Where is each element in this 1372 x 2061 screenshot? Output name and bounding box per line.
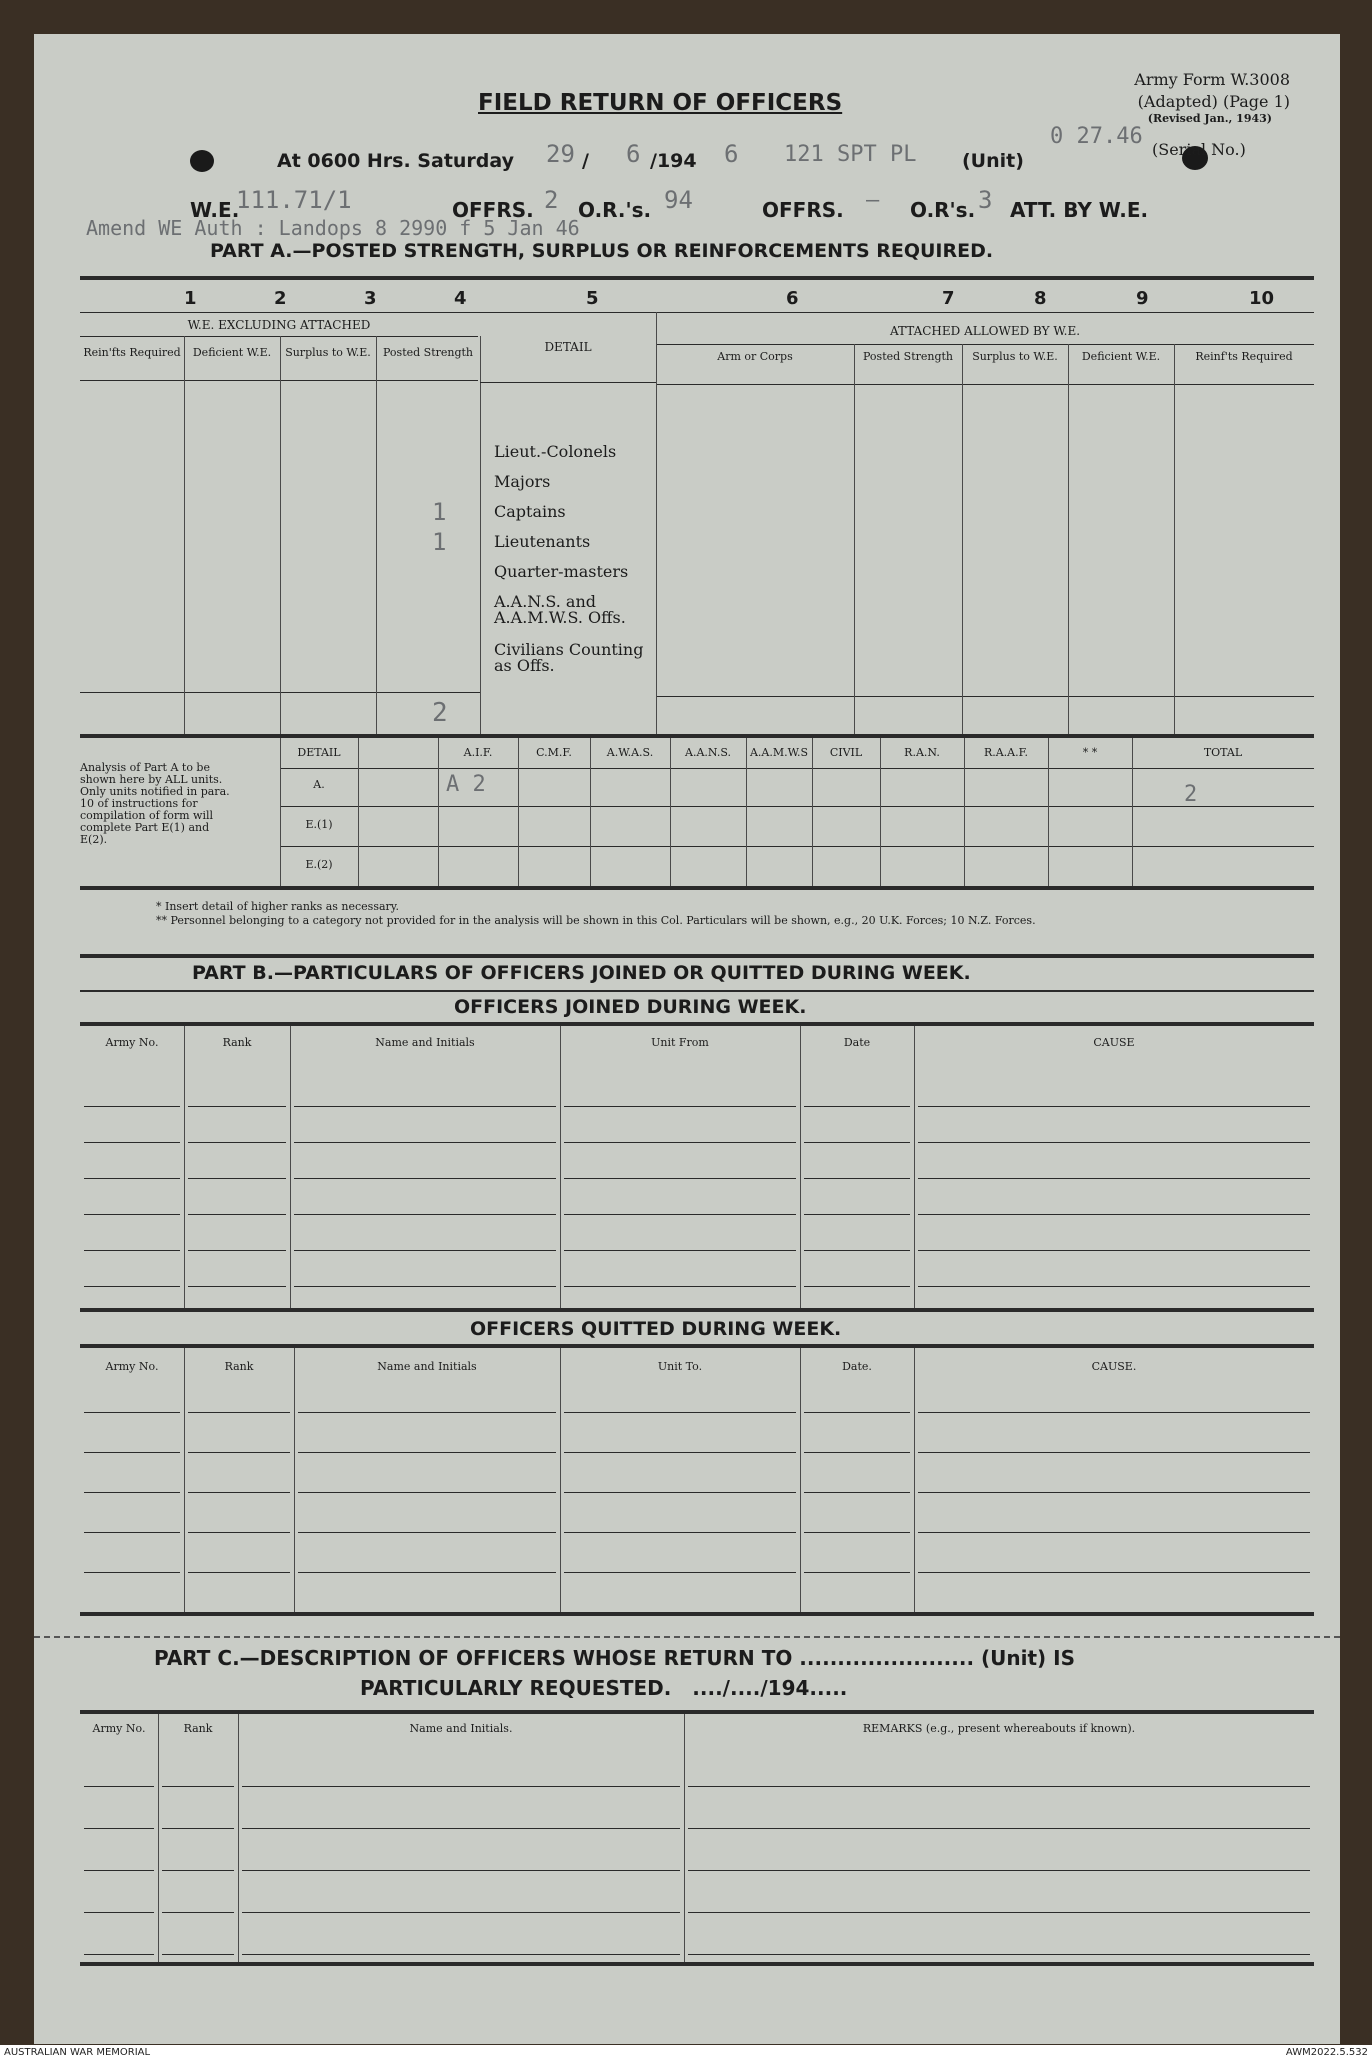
analysis-row-label: A. [313, 778, 325, 791]
ors-handwritten: 94 [664, 186, 693, 214]
analysis-rule [280, 768, 1314, 769]
detail-header: DETAIL [544, 340, 592, 354]
adapted-label: (Adapted) (Page 1) [1137, 92, 1290, 111]
army-form-number: Army Form W.3008 [1134, 70, 1290, 89]
left-header: Surplus to W.E. [285, 346, 371, 359]
table-header: Rank [224, 1360, 254, 1373]
posted-captains: 1 [432, 498, 447, 526]
table-row-rule [918, 1572, 1310, 1573]
table-header: Name and Initials. [409, 1722, 513, 1735]
table-row-rule [804, 1178, 910, 1179]
att-label: ATT. BY W.E. [1010, 198, 1149, 222]
archive-footer [0, 2045, 1372, 2061]
analysis-header: DETAIL [297, 746, 341, 759]
table-header: Army No. [92, 1722, 146, 1735]
date-sep1: / [582, 150, 589, 172]
table-row-rule [188, 1492, 290, 1493]
table-row-rule [804, 1214, 910, 1215]
analysis-column-rule [880, 738, 881, 886]
table-row-rule [84, 1572, 180, 1573]
date-year: 6 [724, 140, 739, 168]
table-row-rule [564, 1572, 796, 1573]
table-header: Unit To. [657, 1360, 703, 1373]
table-row-rule [804, 1452, 910, 1453]
table-header: Unit From [651, 1036, 709, 1049]
table-row-rule [84, 1786, 154, 1787]
unit-label: (Unit) [962, 150, 1024, 172]
at-line-label: At 0600 Hrs. Saturday [277, 150, 515, 172]
quitted-title: OFFICERS QUITTED DURING WEEK. [470, 1318, 842, 1340]
analysis-header: R.A.A.F. [983, 746, 1029, 759]
analysis-column-rule [1048, 738, 1049, 886]
table-row-rule [294, 1142, 556, 1143]
table-row-rule [804, 1250, 910, 1251]
table-row-rule [918, 1412, 1310, 1413]
table-row-rule [188, 1250, 286, 1251]
table-row-rule [564, 1492, 796, 1493]
analysis-header: CIVIL [829, 746, 863, 759]
table-header: Rank [222, 1036, 252, 1049]
table-row-rule [188, 1286, 286, 1287]
analysis-row-label: E.(1) [305, 818, 333, 831]
table-row-rule [564, 1412, 796, 1413]
column-rule [962, 344, 963, 734]
table-column-rule [184, 1026, 185, 1308]
ors-label: O.R.'s. [578, 198, 652, 222]
table-column-rule [294, 1348, 295, 1612]
form-page [34, 34, 1340, 2044]
table-header: Army No. [105, 1360, 159, 1373]
date-month: 6 [626, 140, 641, 168]
table-column-rule [800, 1348, 801, 1612]
table-row-rule [84, 1954, 154, 1955]
table-row-rule [918, 1142, 1310, 1143]
table-row-rule [564, 1214, 796, 1215]
archive-ref: AWM2022.5.532 [1285, 2047, 1368, 2058]
table-row-rule [242, 1828, 680, 1829]
analysis-total-value: 2 [1184, 782, 1198, 807]
rank-label: Lieut.-Colonels [494, 442, 617, 461]
we-handwritten: 111.71/1 [236, 186, 352, 214]
table-row-rule [564, 1106, 796, 1107]
analysis-rule [280, 846, 1314, 847]
column-rule [184, 336, 185, 734]
column-rule [280, 336, 281, 734]
analysis-aif-value: A 2 [446, 772, 486, 797]
table-header: REMARKS (e.g., present whereabouts if known). [862, 1722, 1136, 1735]
column-number: 2 [274, 288, 287, 309]
table-row-rule [804, 1142, 910, 1143]
table-column-rule [560, 1348, 561, 1612]
date-year-prefix: /194 [650, 150, 697, 172]
right-header: Surplus to W.E. [972, 350, 1058, 363]
part-a-title: PART A.—POSTED STRENGTH, SURPLUS OR REINFORCEMENTS REQUIRED. [210, 240, 994, 262]
analysis-column-rule [812, 738, 813, 886]
analysis-header: A.W.A.S. [606, 746, 654, 759]
analysis-rule [280, 806, 1314, 807]
table-column-rule [914, 1026, 915, 1308]
left-header: Posted Strength [382, 346, 474, 359]
we-label: W.E. [190, 198, 240, 222]
table-row-rule [84, 1870, 154, 1871]
table-row-rule [918, 1178, 1310, 1179]
offrs2-label: OFFRS. [762, 198, 844, 222]
table-row-rule [298, 1492, 556, 1493]
table-row-rule [294, 1250, 556, 1251]
table-row-rule [84, 1286, 180, 1287]
table-row-rule [162, 1954, 234, 1955]
rank-label: Majors [494, 472, 551, 491]
rank-label: A.A.N.S. and A.A.M.W.S. Offs. [494, 592, 626, 627]
table-row-rule [294, 1214, 556, 1215]
analysis-row-label: E.(2) [305, 858, 333, 871]
revised-label: (Revised Jan., 1943) [1147, 112, 1272, 125]
table-row-rule [162, 1828, 234, 1829]
right-header: Reinf'ts Required [1195, 350, 1293, 363]
table-row-rule [298, 1452, 556, 1453]
footnote-2: ** Personnel belonging to a category not provided for in the analysis will be shown in this Col. Particulars will be shown, e.g., 20 U.K. Forces; 10 N.Z. Forces. [156, 914, 1036, 927]
table-row-rule [84, 1214, 180, 1215]
posted-lieutenants: 1 [432, 528, 447, 556]
table-row-rule [294, 1106, 556, 1107]
table-row-rule [918, 1214, 1310, 1215]
ors2-label: O.R's. [910, 198, 976, 222]
table-row-rule [188, 1532, 290, 1533]
table-row-rule [564, 1452, 796, 1453]
table-header: Date [843, 1036, 871, 1049]
table-row-rule [298, 1412, 556, 1413]
table-row-rule [188, 1412, 290, 1413]
table-row-rule [688, 1954, 1310, 1955]
analysis-column-rule [518, 738, 519, 886]
left-header: Deficient W.E. [192, 346, 272, 359]
analysis-header: TOTAL [1203, 746, 1243, 759]
table-row-rule [804, 1532, 910, 1533]
table-header: Name and Initials [377, 1360, 477, 1373]
unit-handwritten: 121 SPT PL [784, 142, 917, 167]
offrs-handwritten: 2 [544, 186, 559, 214]
table-row-rule [162, 1870, 234, 1871]
table-row-rule [688, 1828, 1310, 1829]
posted-total: 2 [432, 698, 448, 728]
table-column-rule [158, 1714, 159, 1962]
column-number: 1 [184, 288, 197, 309]
rank-label: Captains [494, 502, 566, 521]
form-title: FIELD RETURN OF OFFICERS [478, 90, 843, 116]
table-column-rule [800, 1026, 801, 1308]
analysis-column-rule [358, 738, 359, 886]
table-header: Date. [842, 1360, 872, 1373]
right-header: Arm or Corps [717, 350, 793, 363]
ors2-handwritten: 3 [978, 186, 993, 214]
column-number: 8 [1034, 288, 1047, 309]
analysis-header: R.A.N. [904, 746, 940, 759]
column-rule [1174, 344, 1175, 734]
rank-label: Quarter-masters [494, 562, 629, 581]
offrs-label: OFFRS. [452, 198, 534, 222]
right-header: Deficient W.E. [1081, 350, 1161, 363]
analysis-header: A.A.N.S. [685, 746, 731, 759]
analysis-column-rule [438, 738, 439, 886]
table-column-rule [238, 1714, 239, 1962]
analysis-column-rule [1132, 738, 1133, 886]
perforation-line [34, 1636, 1340, 1638]
offrs2-handwritten: – [866, 188, 880, 213]
table-row-rule [918, 1286, 1310, 1287]
column-number: 3 [364, 288, 377, 309]
column-number: 4 [454, 288, 467, 309]
table-row-rule [188, 1572, 290, 1573]
table-row-rule [84, 1250, 180, 1251]
part-c-line2: PARTICULARLY REQUESTED. ..../..../194..... [360, 1676, 848, 1700]
analysis-column-rule [746, 738, 747, 886]
table-column-rule [684, 1714, 685, 1962]
table-row-rule [84, 1532, 180, 1533]
joined-title: OFFICERS JOINED DURING WEEK. [454, 996, 807, 1018]
table-row-rule [804, 1412, 910, 1413]
table-row-rule [242, 1954, 680, 1955]
analysis-column-rule [964, 738, 965, 886]
table-row-rule [918, 1492, 1310, 1493]
archive-name: AUSTRALIAN WAR MEMORIAL [4, 2047, 151, 2058]
table-row-rule [564, 1532, 796, 1533]
table-row-rule [188, 1452, 290, 1453]
table-header: CAUSE. [1091, 1360, 1137, 1373]
column-number: 6 [786, 288, 799, 309]
table-row-rule [564, 1142, 796, 1143]
part-c-line1: PART C.—DESCRIPTION OF OFFICERS WHOSE RETURN TO ....................... (Unit) IS [154, 1646, 1075, 1670]
table-row-rule [162, 1786, 234, 1787]
table-column-rule [290, 1026, 291, 1308]
column-number: 9 [1136, 288, 1149, 309]
analysis-column-rule [590, 738, 591, 886]
table-row-rule [688, 1870, 1310, 1871]
rank-list-top-rule [480, 382, 656, 383]
table-row-rule [564, 1178, 796, 1179]
column-rule [376, 336, 377, 734]
table-row-rule [84, 1142, 180, 1143]
group-header-right: ATTACHED ALLOWED BY W.E. [889, 324, 1081, 338]
table-row-rule [84, 1178, 180, 1179]
table-row-rule [84, 1452, 180, 1453]
table-row-rule [918, 1452, 1310, 1453]
table-column-rule [560, 1026, 561, 1308]
table-row-rule [804, 1572, 910, 1573]
group-header-left: W.E. EXCLUDING ATTACHED [187, 318, 371, 332]
part-b-title: PART B.—PARTICULARS OF OFFICERS JOINED OR QUITTED DURING WEEK. [192, 962, 971, 984]
table-row-rule [84, 1828, 154, 1829]
table-row-rule [564, 1250, 796, 1251]
column-rule [480, 336, 481, 734]
rank-label: Civilians Counting as Offs. [494, 640, 644, 675]
table-row-rule [84, 1492, 180, 1493]
table-row-rule [242, 1870, 680, 1871]
table-row-rule [188, 1178, 286, 1179]
column-number: 10 [1249, 288, 1275, 309]
punch-hole-left [190, 150, 214, 172]
date-day: 29 [546, 140, 575, 168]
table-row-rule [564, 1286, 796, 1287]
analysis-header: A.A.M.W.S [749, 746, 809, 759]
table-row-rule [804, 1106, 910, 1107]
analysis-note: Analysis of Part A to be shown here by ALL units. Only units notified in para. 10 of instructions for compilation of form will complete Part E(1) and E(2). [80, 761, 230, 846]
right-header: Posted Strength [862, 350, 954, 363]
table-row-rule [918, 1250, 1310, 1251]
column-rule [854, 344, 855, 734]
serial-handwritten: 0 27.46 [1050, 124, 1143, 149]
serial-label: (Serial No.) [1152, 140, 1246, 159]
table-row-rule [84, 1912, 154, 1913]
table-row-rule [188, 1214, 286, 1215]
table-row-rule [242, 1786, 680, 1787]
table-row-rule [84, 1106, 180, 1107]
table-row-rule [298, 1572, 556, 1573]
table-row-rule [188, 1142, 286, 1143]
analysis-header: A.I.F. [463, 746, 493, 759]
table-row-rule [84, 1412, 180, 1413]
table-header: Army No. [105, 1036, 159, 1049]
column-rule [1068, 344, 1069, 734]
table-row-rule [804, 1286, 910, 1287]
table-row-rule [918, 1106, 1310, 1107]
left-header: Rein'fts Required [83, 346, 181, 359]
table-row-rule [188, 1106, 286, 1107]
column-rule [656, 312, 657, 734]
table-row-rule [918, 1532, 1310, 1533]
table-row-rule [804, 1492, 910, 1493]
analysis-header: * * [1082, 746, 1098, 759]
table-row-rule [688, 1912, 1310, 1913]
footnote-1: * Insert detail of higher ranks as necessary. [156, 900, 400, 913]
table-row-rule [162, 1912, 234, 1913]
table-row-rule [688, 1786, 1310, 1787]
table-column-rule [914, 1348, 915, 1612]
amend-handwritten: Amend WE Auth : Landops 8 2990 f 5 Jan 46 [86, 216, 580, 240]
table-row-rule [242, 1912, 680, 1913]
rank-label: Lieutenants [494, 532, 591, 551]
table-header: CAUSE [1093, 1036, 1135, 1049]
column-number: 5 [586, 288, 599, 309]
analysis-header: C.M.F. [536, 746, 572, 759]
table-row-rule [298, 1532, 556, 1533]
table-column-rule [184, 1348, 185, 1612]
table-header: Name and Initials [375, 1036, 475, 1049]
table-header: Rank [183, 1722, 213, 1735]
analysis-column-rule [670, 738, 671, 886]
table-row-rule [294, 1286, 556, 1287]
table-row-rule [294, 1178, 556, 1179]
column-number: 7 [942, 288, 955, 309]
